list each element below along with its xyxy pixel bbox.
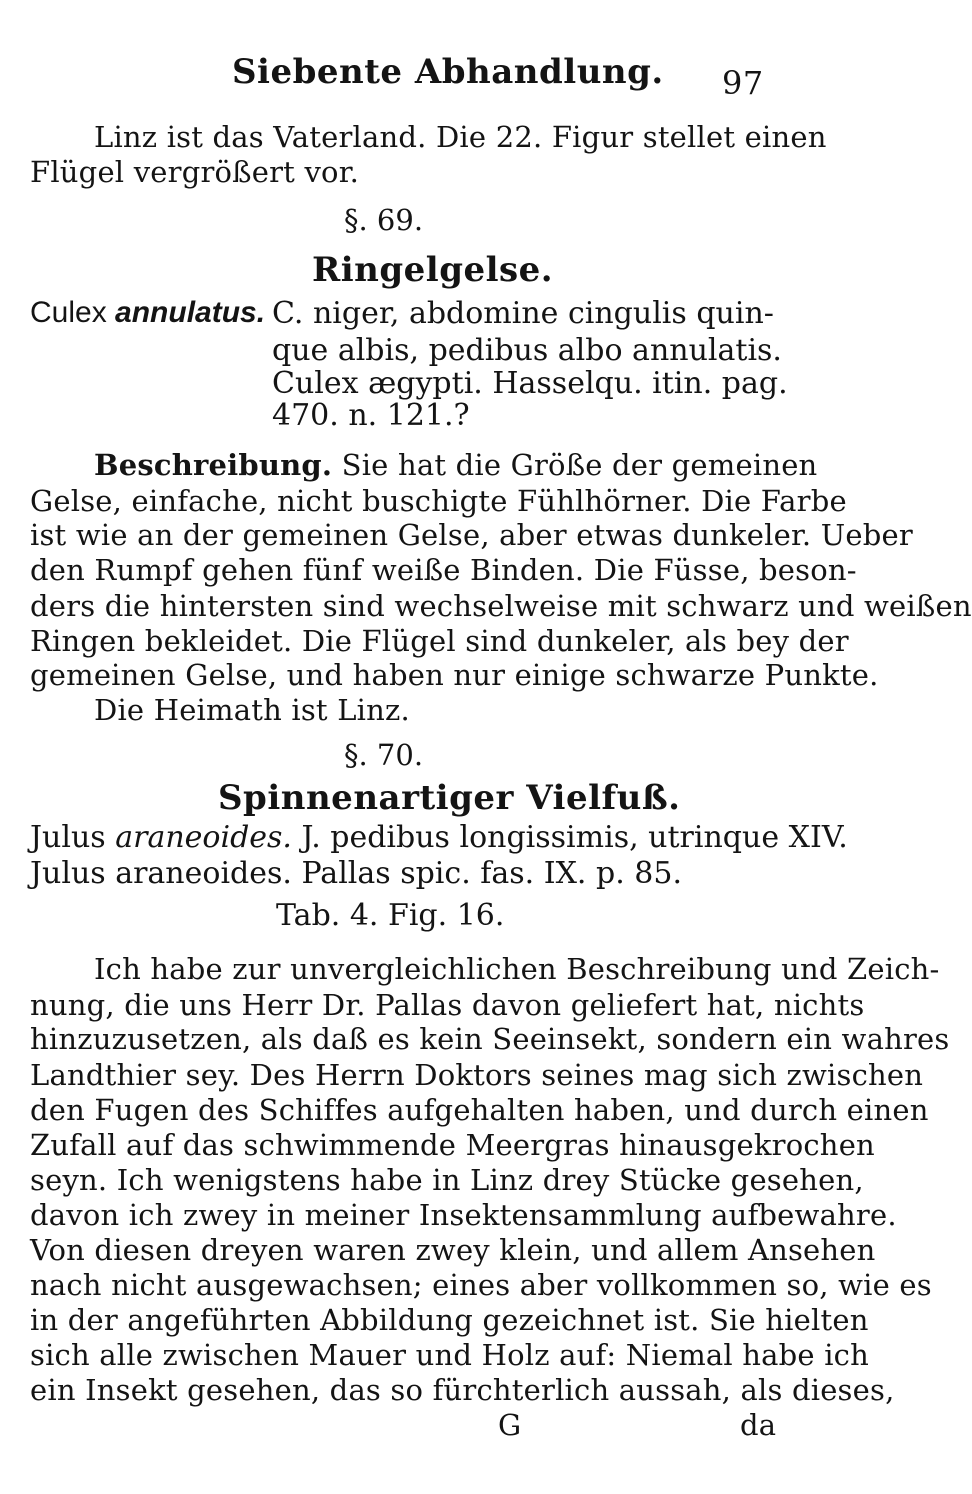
body-line: Zufall auf das schwimmende Meergras hinausgekrochen — [30, 1128, 875, 1162]
section-title: Spinnenartiger Vielfuß. — [218, 778, 681, 818]
body-line: seyn. Ich wenigstens habe in Linz drey Stücke gesehen, — [30, 1163, 864, 1197]
description-text: Sie hat die Größe der gemeinen — [341, 448, 818, 482]
body-line: Ich habe zur unvergleichlichen Beschreibung und Zeich- — [94, 952, 940, 986]
diagnosis-epithet: araneoides. — [115, 820, 292, 855]
body-line: nach nicht ausgewachsen; eines aber vollkommen so, wie es — [30, 1268, 932, 1302]
homeland-line: Die Heimath ist Linz. — [94, 693, 410, 727]
diagnosis-line: C. niger, abdomine cingulis quin- — [272, 296, 774, 331]
description-line: den Rumpf gehen fünf weiße Binden. Die Füsse, beson- — [30, 553, 857, 587]
catchword: da — [740, 1408, 777, 1442]
section-title: Ringelgelse. — [312, 250, 554, 290]
diagnosis-line — [30, 820, 848, 855]
diagnosis-line: 470. n. 121.? — [272, 398, 470, 433]
section-number: §. 69. — [344, 203, 424, 237]
description-label: Beschreibung. — [94, 448, 333, 482]
diagnosis-text: J. pedibus longissimis, utrinque XIV. — [301, 820, 848, 855]
signature-mark: G — [498, 1408, 522, 1442]
body-line: davon ich zwey in meiner Insektensammlung aufbewahre. — [30, 1198, 897, 1232]
body-line: Von diesen dreyen waren zwey klein, und allem Ansehen — [30, 1233, 876, 1267]
species-name — [30, 296, 265, 330]
description-line: Ringen bekleidet. Die Flügel sind dunkeler, als bey der — [30, 624, 849, 658]
intro-line-1: Linz ist das Vaterland. Die 22. Figur stellet einen — [94, 120, 827, 154]
section-number: §. 70. — [344, 738, 424, 772]
description-line: gemeinen Gelse, und haben nur einige schwarze Punkte. — [30, 658, 879, 692]
species-genus: Culex — [30, 296, 107, 329]
page-number: 97 — [722, 64, 764, 102]
diagnosis-line: Culex ægypti. Hasselqu. itin. pag. — [272, 366, 788, 401]
description-line: ders die hintersten sind wechselweise mit schwarz und weißen — [30, 589, 972, 623]
description-line: Gelse, einfache, nicht buschigte Fühlhörner. Die Farbe — [30, 484, 847, 518]
body-line: in der angeführten Abbildung gezeichnet ist. Sie hielten — [30, 1303, 869, 1337]
intro-line-2: Flügel vergrößert vor. — [30, 155, 359, 189]
description-line — [94, 448, 818, 482]
description-line: ist wie an der gemeinen Gelse, aber etwas dunkeler. Ueber — [30, 518, 913, 552]
body-line: Landthier sey. Des Herrn Doktors seines mag sich zwischen — [30, 1058, 924, 1092]
species-epithet: annulatus. — [115, 296, 266, 329]
body-line: nung, die uns Herr Dr. Pallas davon geliefert hat, nichts — [30, 988, 865, 1022]
body-line: hinzuzusetzen, als daß es kein Seeinsekt, sondern ein wahres — [30, 1022, 950, 1056]
synonym-line: Julus araneoides. Pallas spic. fas. IX. p. 85. — [30, 856, 682, 891]
running-title: Siebente Abhandlung. — [232, 52, 664, 92]
diagnosis-line: que albis, pedibus albo annulatis. — [272, 333, 782, 368]
plate-reference: Tab. 4. Fig. 16. — [276, 898, 505, 933]
body-line: den Fugen des Schiffes aufgehalten haben, und durch einen — [30, 1093, 929, 1127]
body-line: sich alle zwischen Mauer und Holz auf: Niemal habe ich — [30, 1338, 869, 1372]
body-line: ein Insekt gesehen, das so fürchterlich aussah, als dieses, — [30, 1373, 895, 1407]
diagnosis-genus: Julus — [30, 820, 106, 855]
